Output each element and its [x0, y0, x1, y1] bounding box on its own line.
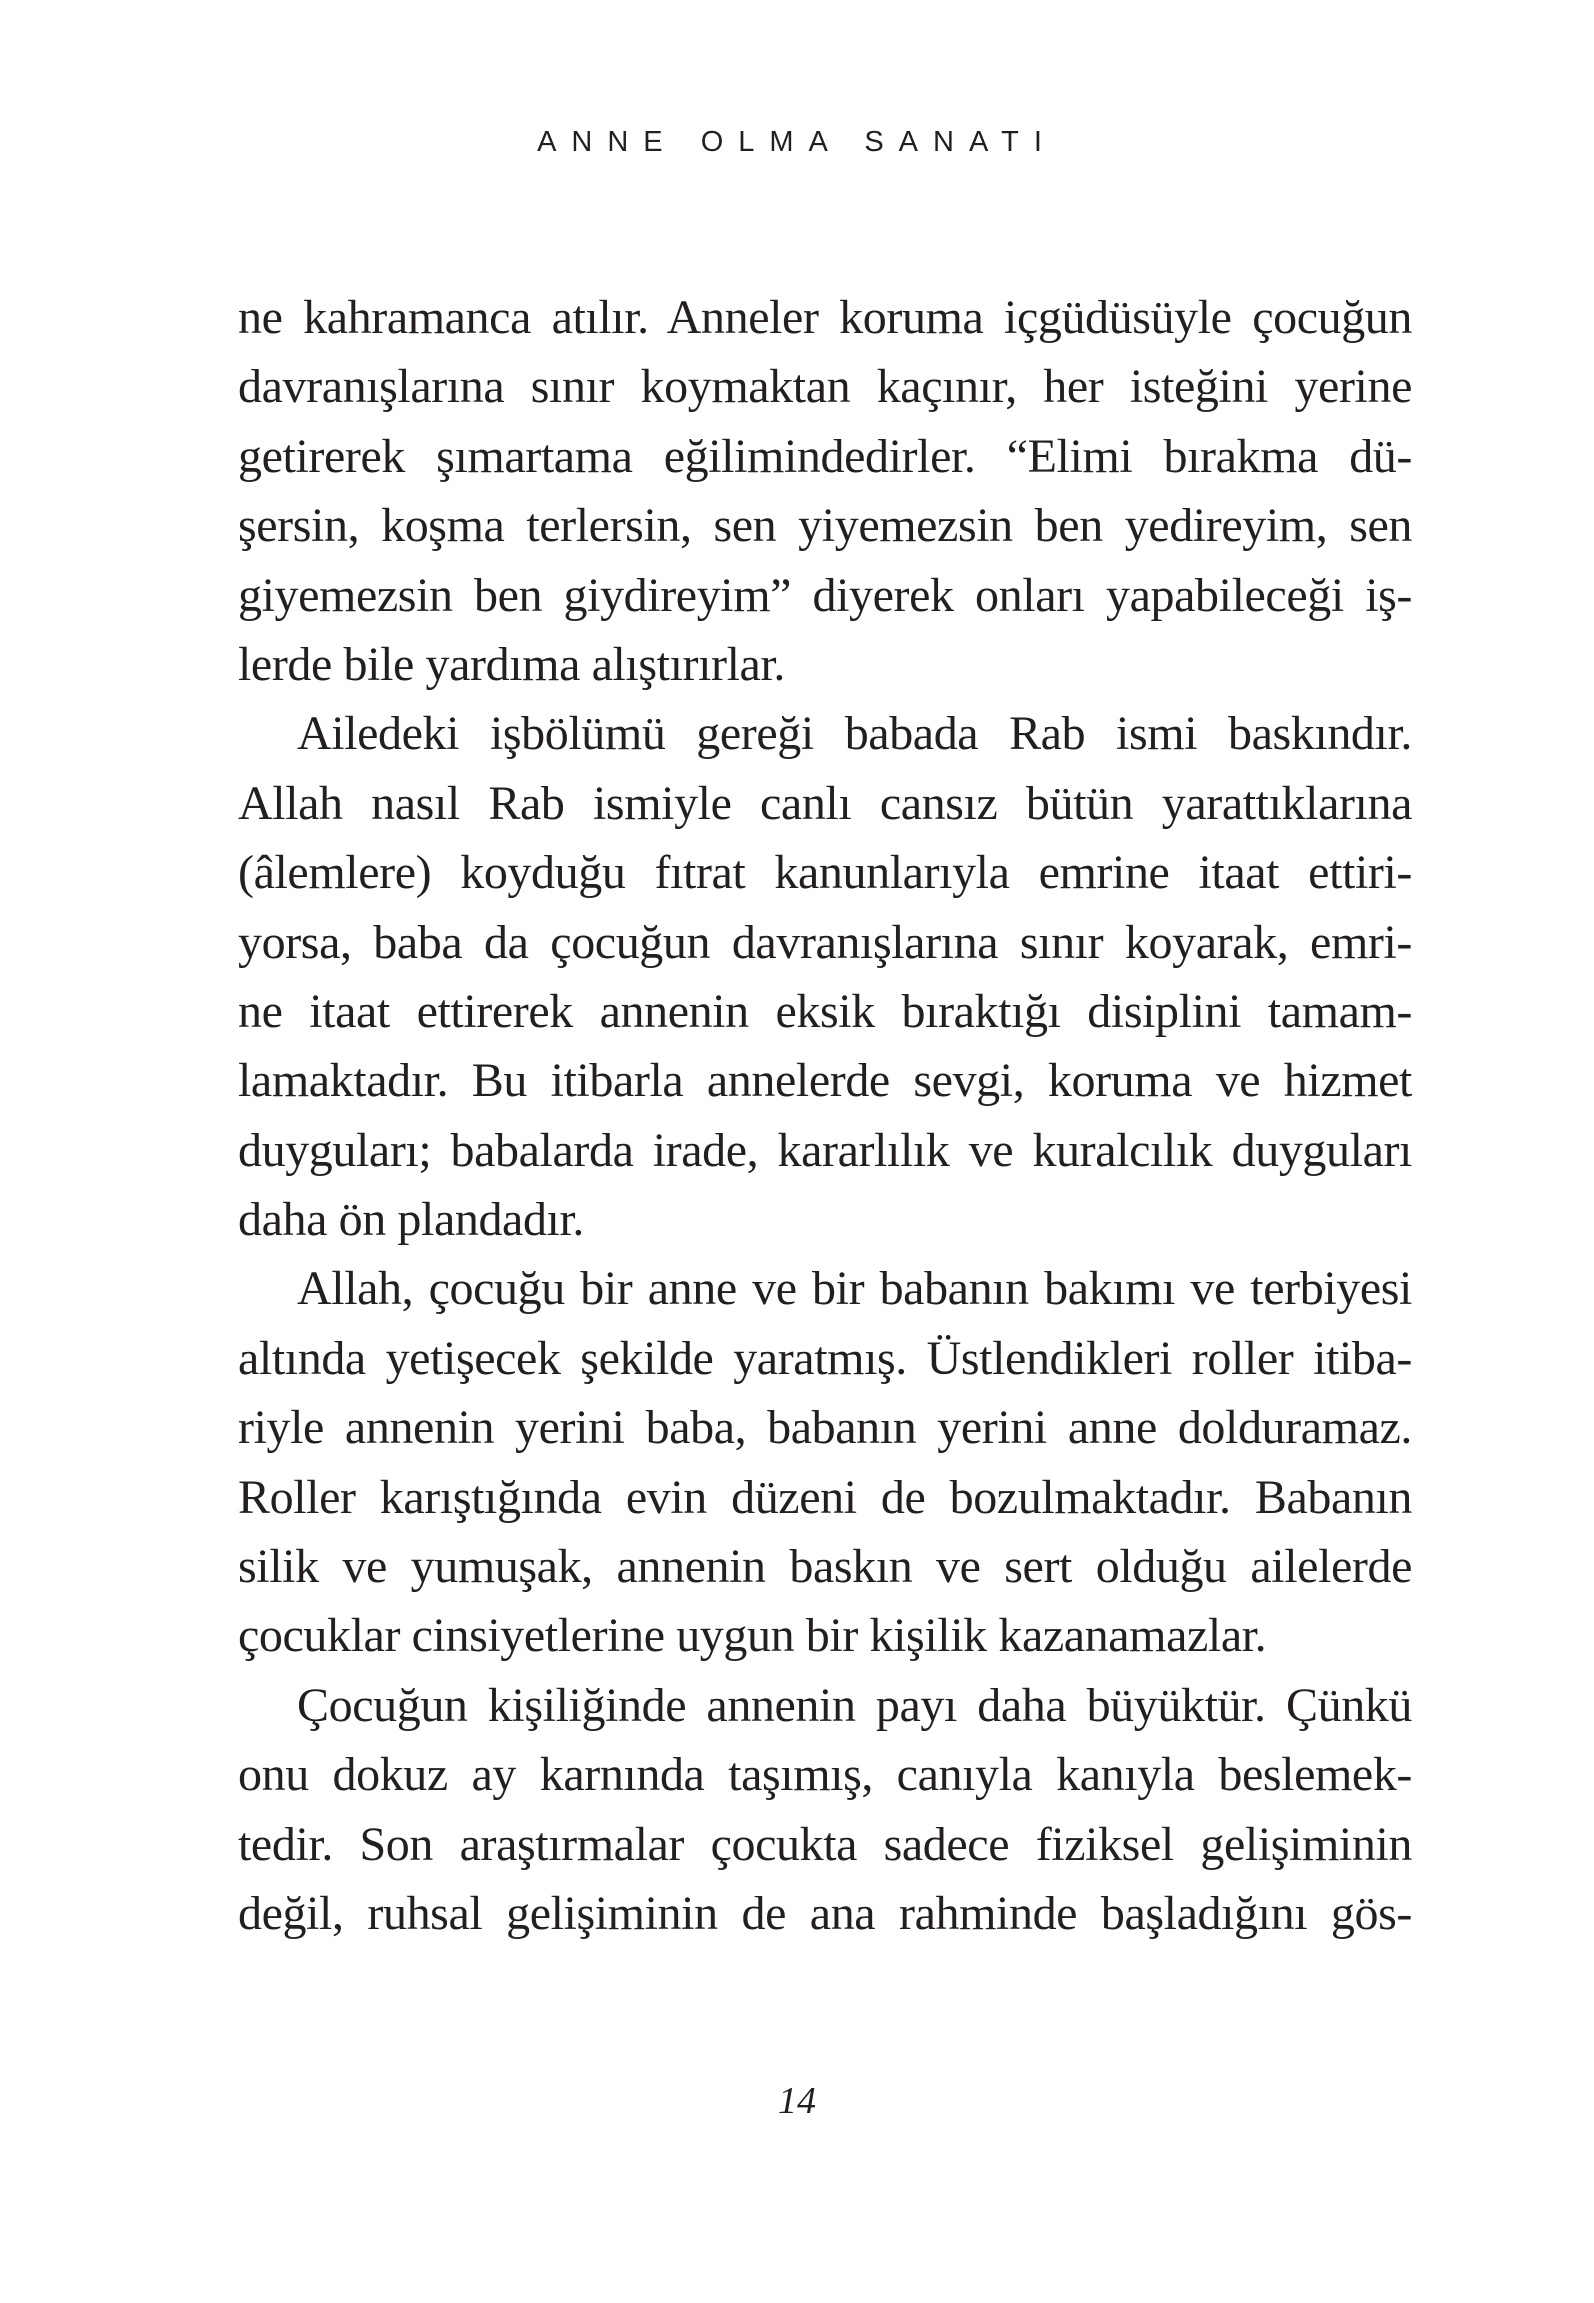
text-line: (âlemlere) koyduğu fıtrat kanunlarıyla emrine itaat ettiri- — [238, 846, 1412, 900]
text-line: şersin, koşma terlersin, sen yiyemezsin ben yedireyim, sen — [238, 499, 1412, 553]
text-line: riyle annenin yerini baba, babanın yerini anne dolduramaz. — [238, 1401, 1412, 1455]
page-number: 14 — [778, 2080, 816, 2122]
text-line: ne itaat ettirerek annenin eksik bıraktığı disiplini tamam- — [238, 984, 1412, 1038]
text-line: davranışlarına sınır koymaktan kaçınır, her isteğini yerine — [238, 360, 1412, 414]
text-line: tedir. Son araştırmalar çocukta sadece fiziksel gelişiminin — [238, 1817, 1412, 1871]
text-line: duyguları; babalarda irade, kararlılık ve kuralcılık duyguları — [238, 1123, 1412, 1177]
text-line: Allah, çocuğu bir anne ve bir babanın bakımı ve terbiyesi — [297, 1262, 1412, 1316]
text-line: lamaktadır. Bu itibarla annelerde sevgi, koruma ve hizmet — [238, 1054, 1412, 1108]
text-line: lerde bile yardıma alıştırırlar. — [238, 637, 785, 691]
text-line: giyemezsin ben giydireyim” diyerek onları yapabileceği iş- — [238, 568, 1412, 622]
text-line: altında yetişecek şekilde yaratmış. Üstlendikleri roller itiba- — [238, 1331, 1412, 1385]
text-line: onu dokuz ay karnında taşımış, canıyla kanıyla beslemek- — [238, 1748, 1412, 1802]
text-line: Roller karıştığında evin düzeni de bozulmaktadır. Babanın — [238, 1470, 1412, 1524]
text-line: daha ön plandadır. — [238, 1193, 585, 1247]
body-text — [238, 283, 1412, 1948]
text-line: çocuklar cinsiyetlerine uygun bir kişilik kazanamazlar. — [238, 1609, 1267, 1663]
text-line: yorsa, baba da çocuğun davranışlarına sınır koyarak, emri- — [238, 915, 1412, 969]
text-line: Ailedeki işbölümü gereği babada Rab ismi baskındır. — [297, 707, 1412, 761]
text-line: Allah nasıl Rab ismiyle canlı cansız bütün yarattıklarına — [238, 776, 1412, 830]
text-line: ne kahramanca atılır. Anneler koruma içgüdüsüyle çocuğun — [238, 291, 1412, 344]
text-line: değil, ruhsal gelişiminin de ana rahminde başladığını gös- — [238, 1886, 1412, 1940]
running-header: ANNE OLMA SANATI — [537, 126, 1057, 158]
text-line: getirerek şımartama eğilimindedirler. “Elimi bırakma dü- — [238, 429, 1412, 483]
text-line: Çocuğun kişiliğinde annenin payı daha büyüktür. Çünkü — [297, 1678, 1412, 1732]
text-line: silik ve yumuşak, annenin baskın ve sert olduğu ailelerde — [238, 1540, 1412, 1594]
